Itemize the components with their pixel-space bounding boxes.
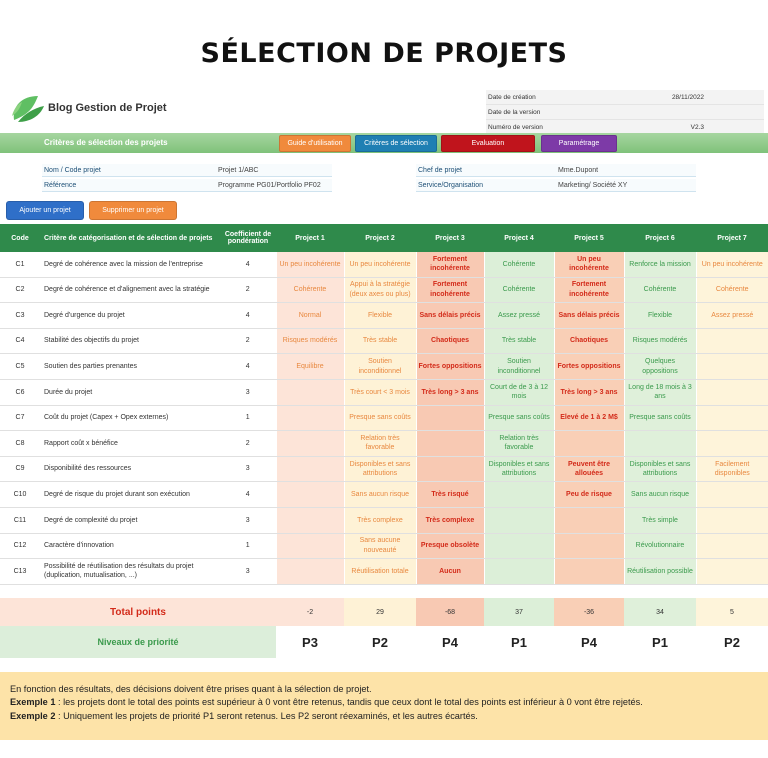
- evaluation-cell[interactable]: Fortes oppositions: [416, 354, 484, 380]
- table-header: [0, 224, 768, 252]
- evaluation-cell[interactable]: [276, 533, 344, 559]
- criterion-weight: 4: [220, 303, 276, 329]
- info-row: Chef de projet Mme.Dupont: [416, 164, 696, 177]
- evaluation-cell[interactable]: Long de 18 mois à 3 ans: [624, 379, 696, 405]
- criterion-label: Degré de cohérence et d'alignement avec la stratégie: [40, 277, 220, 303]
- evaluation-cell[interactable]: [696, 533, 768, 559]
- evaluation-cell[interactable]: [416, 431, 484, 457]
- evaluation-cell[interactable]: Cohérente: [484, 277, 554, 303]
- evaluation-cell[interactable]: Sans délais précis: [416, 303, 484, 329]
- table-row: [0, 328, 768, 354]
- page-title: SÉLECTION DE PROJETS: [200, 38, 568, 69]
- totals-row: [0, 598, 768, 626]
- criterion-code: C10: [0, 482, 40, 508]
- evaluation-cell[interactable]: Cohérente: [484, 252, 554, 277]
- evaluation-cell[interactable]: [554, 507, 624, 533]
- criterion-weight: 1: [220, 405, 276, 431]
- info-row: Service/Organisation Marketing/ Société XY: [416, 179, 696, 192]
- total-points-value: 34: [624, 598, 696, 626]
- evaluation-cell[interactable]: Fortement incohérente: [416, 252, 484, 277]
- evaluation-cell[interactable]: Disponibles et sans attributions: [624, 456, 696, 482]
- add-project-button[interactable]: Ajouter un projet: [6, 201, 84, 220]
- criterion-code: C5: [0, 354, 40, 380]
- evaluation-cell[interactable]: Presque obsolète: [416, 533, 484, 559]
- evaluation-cell[interactable]: [276, 456, 344, 482]
- criteria-bar-label: Critères de sélection des projets: [44, 138, 168, 147]
- remove-project-button[interactable]: Supprimer un projet: [89, 201, 177, 220]
- col-project: Project 7: [696, 224, 768, 252]
- table-row: [0, 277, 768, 303]
- evaluation-table: [0, 224, 768, 585]
- evaluation-cell[interactable]: Très complexe: [416, 507, 484, 533]
- info-row: Référence Programme PG01/Portfolio PF02: [42, 179, 332, 192]
- col-project: Project 5: [554, 224, 624, 252]
- evaluation-cell[interactable]: [624, 431, 696, 457]
- evaluation-cell[interactable]: Fortement incohérente: [554, 277, 624, 303]
- priority-value: P1: [511, 634, 527, 650]
- col-project: Project 4: [484, 224, 554, 252]
- criterion-weight: 3: [220, 507, 276, 533]
- criterion-weight: 4: [220, 482, 276, 508]
- evaluation-cell[interactable]: Très long > 3 ans: [416, 379, 484, 405]
- evaluation-cell[interactable]: Soutien inconditionnel: [344, 354, 416, 380]
- table-row: [0, 456, 768, 482]
- criterion-label: Coût du projet (Capex + Opex externes): [40, 405, 220, 431]
- evaluation-cell[interactable]: Un peu incohérente: [344, 252, 416, 277]
- evaluation-cell[interactable]: [276, 405, 344, 431]
- evaluation-cell[interactable]: [696, 559, 768, 585]
- evaluation-cell[interactable]: Facilement disponibles: [696, 456, 768, 482]
- criterion-weight: 3: [220, 559, 276, 585]
- col-project: Project 6: [624, 224, 696, 252]
- notes-example-2: Exemple 2 : Uniquement les projets de priorité P1 seront retenus. Les P2 seront réexaminés, et les autres écartés.: [10, 710, 478, 721]
- evaluation-cell[interactable]: Un peu incohérente: [696, 252, 768, 277]
- evaluation-cell[interactable]: Risques modérés: [624, 328, 696, 354]
- evaluation-cell[interactable]: Cohérente: [276, 277, 344, 303]
- evaluation-cell[interactable]: Très stable: [484, 328, 554, 354]
- evaluation-cell[interactable]: [484, 507, 554, 533]
- criterion-weight: 3: [220, 456, 276, 482]
- criterion-code: C11: [0, 507, 40, 533]
- evaluation-cell[interactable]: Soutien inconditionnel: [484, 354, 554, 380]
- criterion-weight: 4: [220, 252, 276, 277]
- evaluation-cell[interactable]: [276, 482, 344, 508]
- tab-criteria[interactable]: Critères de sélection: [355, 135, 437, 152]
- priority-value: P2: [372, 634, 388, 650]
- evaluation-cell[interactable]: Relation très favorable: [344, 431, 416, 457]
- evaluation-cell[interactable]: [696, 379, 768, 405]
- evaluation-cell[interactable]: [696, 354, 768, 380]
- evaluation-cell[interactable]: Relation très favorable: [484, 431, 554, 457]
- evaluation-cell[interactable]: [554, 431, 624, 457]
- evaluation-cell[interactable]: Quelques oppositions: [624, 354, 696, 380]
- meta-panel: [486, 90, 764, 135]
- priority-label: Niveaux de priorité: [0, 626, 276, 658]
- col-project: Project 2: [344, 224, 416, 252]
- col-project: Project 3: [416, 224, 484, 252]
- evaluation-cell[interactable]: Sans délais précis: [554, 303, 624, 329]
- evaluation-cell[interactable]: [276, 507, 344, 533]
- evaluation-cell[interactable]: Normal: [276, 303, 344, 329]
- evaluation-cell[interactable]: Réutilisation totale: [344, 559, 416, 585]
- criterion-code: C6: [0, 379, 40, 405]
- evaluation-cell[interactable]: Assez pressé: [484, 303, 554, 329]
- priority-value: P1: [652, 634, 668, 650]
- evaluation-cell[interactable]: Un peu incohérente: [554, 252, 624, 277]
- criterion-weight: 3: [220, 379, 276, 405]
- evaluation-cell[interactable]: [416, 456, 484, 482]
- priority-value: P2: [724, 634, 740, 650]
- table-row: [0, 303, 768, 329]
- evaluation-cell[interactable]: Flexible: [344, 303, 416, 329]
- criterion-code: C12: [0, 533, 40, 559]
- criterion-code: C9: [0, 456, 40, 482]
- leaf-logo-icon: [10, 92, 46, 126]
- evaluation-cell[interactable]: Risques modérés: [276, 328, 344, 354]
- evaluation-cell[interactable]: Presque sans coûts: [484, 405, 554, 431]
- evaluation-cell[interactable]: Très long > 3 ans: [554, 379, 624, 405]
- criterion-code: C8: [0, 431, 40, 457]
- evaluation-cell[interactable]: [276, 431, 344, 457]
- evaluation-cell[interactable]: Sans aucun risque: [624, 482, 696, 508]
- table-row: [0, 431, 768, 457]
- criterion-label: Stabilité des objectifs du projet: [40, 328, 220, 354]
- evaluation-cell[interactable]: Un peu incohérente: [276, 252, 344, 277]
- evaluation-cell[interactable]: [276, 379, 344, 405]
- evaluation-cell[interactable]: [554, 559, 624, 585]
- logo: [10, 92, 210, 126]
- evaluation-cell[interactable]: Chaotiques: [416, 328, 484, 354]
- col-code: Code: [0, 224, 40, 252]
- total-points-value: -36: [554, 598, 624, 626]
- meta-row: Date de création 28/11/2022: [486, 90, 764, 105]
- criterion-code: C2: [0, 277, 40, 303]
- table-row: [0, 379, 768, 405]
- evaluation-cell[interactable]: [484, 533, 554, 559]
- evaluation-cell[interactable]: Disponibles et sans attributions: [484, 456, 554, 482]
- evaluation-cell[interactable]: Peuvent être allouées: [554, 456, 624, 482]
- evaluation-cell[interactable]: Disponibles et sans attributions: [344, 456, 416, 482]
- tab-settings[interactable]: Paramétrage: [541, 135, 617, 152]
- criterion-label: Possibilité de réutilisation des résultats du projet (duplication, mutualisation, ...): [40, 559, 220, 585]
- criterion-weight: 2: [220, 277, 276, 303]
- evaluation-cell[interactable]: [484, 482, 554, 508]
- table-row: [0, 559, 768, 585]
- evaluation-cell[interactable]: Aucun: [416, 559, 484, 585]
- evaluation-cell[interactable]: [696, 507, 768, 533]
- priority-value: P4: [581, 634, 597, 650]
- criterion-label: Degré d'urgence du projet: [40, 303, 220, 329]
- criterion-label: Degré de complexité du projet: [40, 507, 220, 533]
- evaluation-cell[interactable]: Sans aucun risque: [344, 482, 416, 508]
- col-weight: Coefficient de pondération: [220, 224, 276, 252]
- col-project: Project 1: [276, 224, 344, 252]
- notes-panel: [0, 672, 768, 740]
- priority-value: P3: [302, 634, 318, 650]
- evaluation-cell[interactable]: Sans aucune nouveauté: [344, 533, 416, 559]
- tab-evaluation[interactable]: Evaluation: [441, 135, 535, 152]
- table-row: [0, 354, 768, 380]
- totals-table: [0, 598, 768, 658]
- evaluation-cell[interactable]: Fortement incohérente: [416, 277, 484, 303]
- priority-value: P4: [442, 634, 458, 650]
- evaluation-cell[interactable]: [696, 405, 768, 431]
- total-points-value: 29: [344, 598, 416, 626]
- evaluation-cell[interactable]: [696, 482, 768, 508]
- evaluation-cell[interactable]: Chaotiques: [554, 328, 624, 354]
- notes-intro: En fonction des résultats, des décisions doivent être prises quant à la sélection de projet.: [10, 684, 372, 694]
- evaluation-cell[interactable]: Presque sans coûts: [344, 405, 416, 431]
- table-row: [0, 507, 768, 533]
- evaluation-cell[interactable]: Cohérente: [624, 277, 696, 303]
- evaluation-cell[interactable]: Assez pressé: [696, 303, 768, 329]
- criterion-code: C1: [0, 252, 40, 277]
- criterion-code: C4: [0, 328, 40, 354]
- tab-guide[interactable]: Guide d'utilisation: [279, 135, 351, 152]
- meta-row: Date de la version: [486, 105, 764, 120]
- criterion-weight: 2: [220, 431, 276, 457]
- priority-row: [0, 626, 768, 658]
- evaluation-cell[interactable]: Très risqué: [416, 482, 484, 508]
- evaluation-cell[interactable]: Très stable: [344, 328, 416, 354]
- criterion-weight: 1: [220, 533, 276, 559]
- table-row: [0, 405, 768, 431]
- criterion-weight: 2: [220, 328, 276, 354]
- total-points-value: 37: [484, 598, 554, 626]
- evaluation-cell[interactable]: Réutilisation possible: [624, 559, 696, 585]
- criterion-label: Soutien des parties prenantes: [40, 354, 220, 380]
- meta-row: Numéro de version V2.3: [486, 120, 764, 135]
- evaluation-cell[interactable]: [416, 405, 484, 431]
- evaluation-cell[interactable]: [696, 431, 768, 457]
- evaluation-cell[interactable]: [276, 559, 344, 585]
- criterion-weight: 4: [220, 354, 276, 380]
- evaluation-cell[interactable]: Très court < 3 mois: [344, 379, 416, 405]
- criterion-code: C13: [0, 559, 40, 585]
- evaluation-cell[interactable]: Presque sans coûts: [624, 405, 696, 431]
- evaluation-cell[interactable]: Elevé de 1 à 2 M$: [554, 405, 624, 431]
- evaluation-cell[interactable]: Cohérente: [696, 277, 768, 303]
- evaluation-cell[interactable]: [554, 533, 624, 559]
- criterion-label: Degré de risque du projet durant son exécution: [40, 482, 220, 508]
- evaluation-cell[interactable]: Fortes oppositions: [554, 354, 624, 380]
- evaluation-cell[interactable]: Peu de risque: [554, 482, 624, 508]
- criterion-code: C3: [0, 303, 40, 329]
- criterion-label: Caractère d'innovation: [40, 533, 220, 559]
- info-row: Nom / Code projet Projet 1/ABC: [42, 164, 332, 177]
- criterion-code: C7: [0, 405, 40, 431]
- col-criteria: Critère de catégorisation et de sélection de projets: [40, 224, 220, 252]
- table-row: [0, 482, 768, 508]
- evaluation-cell[interactable]: [484, 559, 554, 585]
- notes-example-1: Exemple 1 : les projets dont le total des points est supérieur à 0 vont être retenus, tandis que ceux dont le total des points est inférieur à 0 vont être rejetés.: [10, 697, 643, 708]
- brand-name: Blog Gestion de Projet: [48, 102, 167, 114]
- criterion-label: Rapport coût x bénéfice: [40, 431, 220, 457]
- criterion-label: Degré de cohérence avec la mission de l'entreprise: [40, 252, 220, 277]
- evaluation-cell[interactable]: Flexible: [624, 303, 696, 329]
- table-row: [0, 252, 768, 277]
- total-points-label: Total points: [0, 598, 276, 626]
- total-points-value: -68: [416, 598, 484, 626]
- evaluation-cell[interactable]: Très simple: [624, 507, 696, 533]
- total-points-value: -2: [276, 598, 344, 626]
- evaluation-cell[interactable]: [696, 328, 768, 354]
- table-row: [0, 533, 768, 559]
- evaluation-cell[interactable]: Appui à la stratégie (deux axes ou plus): [344, 277, 416, 303]
- evaluation-cell[interactable]: Révolutionnaire: [624, 533, 696, 559]
- total-points-value: 5: [696, 598, 768, 626]
- criterion-label: Durée du projet: [40, 379, 220, 405]
- criterion-label: Disponibilité des ressources: [40, 456, 220, 482]
- evaluation-cell[interactable]: Court de de 3 à 12 mois: [484, 379, 554, 405]
- evaluation-cell[interactable]: Renforce la mission: [624, 252, 696, 277]
- evaluation-cell[interactable]: Très complexe: [344, 507, 416, 533]
- evaluation-cell[interactable]: Equilibre: [276, 354, 344, 380]
